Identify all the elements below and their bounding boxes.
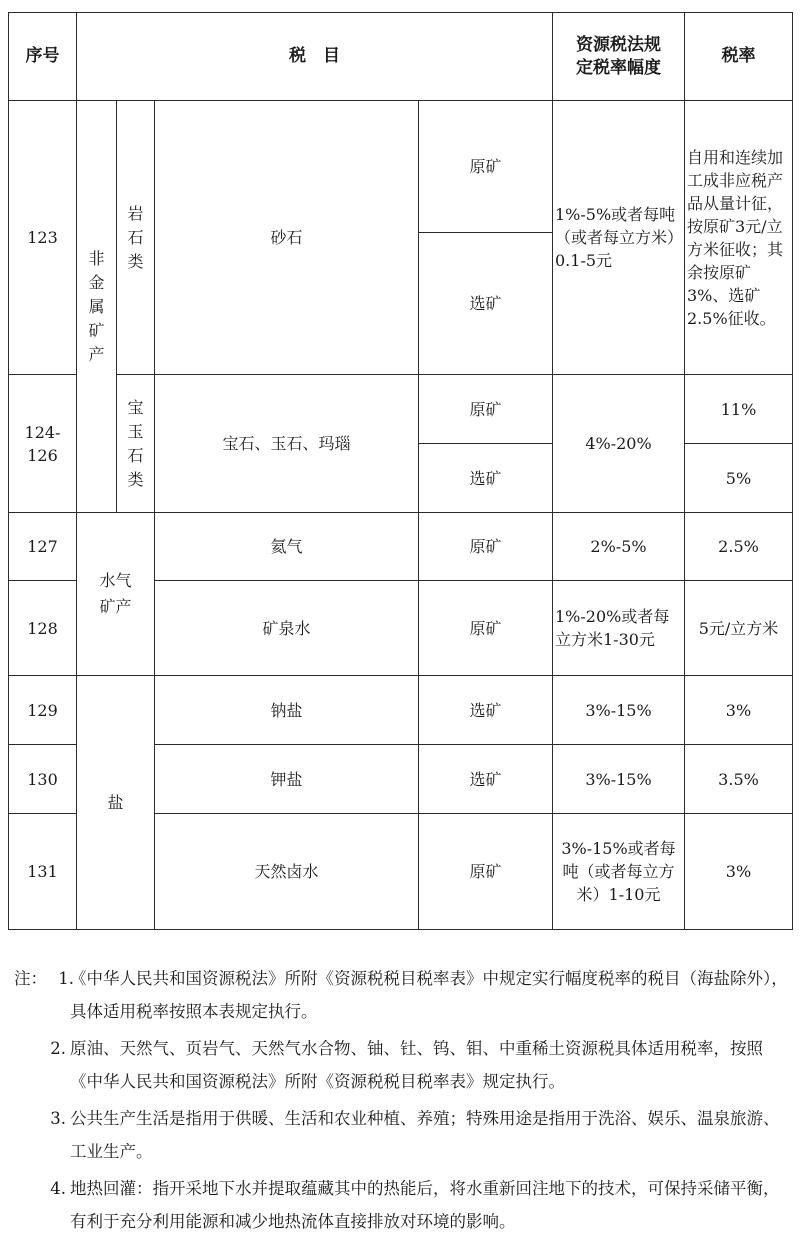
header-range	[553, 13, 685, 101]
header-rate: 税率	[685, 13, 793, 101]
note-item	[14, 1032, 792, 1098]
note-text: 原油、天然气、页岩气、天然气水合物、铀、钍、钨、钼、中重稀土资源税具体适用税率，按照《中华人民共和国资源税法》所附《资源税税目税率表》规定执行。	[70, 1039, 763, 1091]
note-number: 2.	[50, 1039, 66, 1058]
row-range: 4%-20%	[553, 375, 685, 513]
notes-section	[14, 962, 792, 1242]
row-item: 砂石	[155, 101, 419, 375]
row-item: 氦气	[155, 513, 419, 581]
group-gem	[117, 375, 155, 513]
header-row	[9, 13, 793, 101]
note-text: 地热回灌：指开采地下水并提取蕴藏其中的热能后，将水重新回注地下的技术，可保持采储平衡，有利于充分利用能源和减少地热流体直接排放对环境的影响。	[70, 1179, 780, 1231]
row-seq: 123	[9, 101, 77, 375]
note-number: 1.	[58, 969, 74, 988]
row-range: 3%-15%	[553, 676, 685, 745]
group-water-gas-label: 水气矿产	[99, 571, 132, 616]
group-salt: 盐	[77, 676, 155, 930]
resource-tax-body	[8, 100, 793, 930]
row-rate: 5%	[685, 444, 793, 513]
row-rate: 3%	[685, 676, 793, 745]
header-range-text: 资源税法规定税率幅度	[576, 34, 661, 78]
table-row	[9, 375, 793, 444]
notes-prefix: 注：	[14, 969, 47, 988]
row-rate: 11%	[685, 375, 793, 444]
row-object: 原矿	[419, 581, 553, 676]
table-row	[9, 513, 793, 581]
resource-tax-table	[8, 12, 793, 101]
row-object: 原矿	[419, 513, 553, 581]
note-text: 《中华人民共和国资源税法》所附《资源税税目税率表》中规定实行幅度税率的税目（海盐除外），具体适用税率按照本表规定执行。	[70, 969, 788, 1021]
row-item: 天然卤水	[155, 814, 419, 930]
row-item: 宝石、玉石、玛瑙	[155, 375, 419, 513]
header-item: 税 目	[77, 13, 553, 101]
row-range: 3%-15%或者每吨（或者每立方米）1-10元	[553, 814, 685, 930]
group-water-gas	[77, 513, 155, 676]
row-rate: 3.5%	[685, 745, 793, 814]
row-rate: 3%	[685, 814, 793, 930]
row-seq: 130	[9, 745, 77, 814]
note-number: 4.	[50, 1179, 66, 1198]
header-seq: 序号	[9, 13, 77, 101]
row-seq: 129	[9, 676, 77, 745]
group-rock-label: 岩石类	[127, 203, 144, 271]
row-object: 原矿	[419, 101, 553, 233]
row-item: 钠盐	[155, 676, 419, 745]
row-rate: 5元/立方米	[685, 581, 793, 676]
note-number: 3.	[50, 1109, 66, 1128]
row-item: 矿泉水	[155, 581, 419, 676]
row-object: 原矿	[419, 814, 553, 930]
group-nonmetal-label: 非金属矿产	[88, 248, 105, 364]
row-range: 1%-20%或者每立方米1-30元	[553, 581, 685, 676]
row-seq: 127	[9, 513, 77, 581]
row-seq-text: 124-126	[24, 422, 61, 465]
row-range: 3%-15%	[553, 745, 685, 814]
row-seq: 128	[9, 581, 77, 676]
row-rate: 2.5%	[685, 513, 793, 581]
row-object: 选矿	[419, 444, 553, 513]
row-rate: 自用和连续加工成非应税产品从量计征，按原矿3元/立方米征收；其余按原矿3%、选矿2.5%征收。	[685, 101, 793, 375]
row-seq: 131	[9, 814, 77, 930]
row-object: 原矿	[419, 375, 553, 444]
row-object: 选矿	[419, 233, 553, 375]
table-row	[9, 101, 793, 233]
group-rock	[117, 101, 155, 375]
row-range: 1%-5%或者每吨（或者每立方米）0.1-5元	[553, 101, 685, 375]
group-gem-label: 宝玉石类	[127, 397, 144, 489]
note-item	[14, 1172, 792, 1238]
group-nonmetal	[77, 101, 117, 513]
note-text: 公共生产生活是指用于供暖、生活和农业种植、养殖；特殊用途是指用于洗浴、娱乐、温泉旅游、工业生产。	[70, 1109, 780, 1161]
row-item: 钾盐	[155, 745, 419, 814]
table-row	[9, 676, 793, 745]
row-object: 选矿	[419, 676, 553, 745]
row-seq	[9, 375, 77, 513]
note-item	[14, 962, 792, 1028]
row-range: 2%-5%	[553, 513, 685, 581]
note-item	[14, 1102, 792, 1168]
row-object: 选矿	[419, 745, 553, 814]
